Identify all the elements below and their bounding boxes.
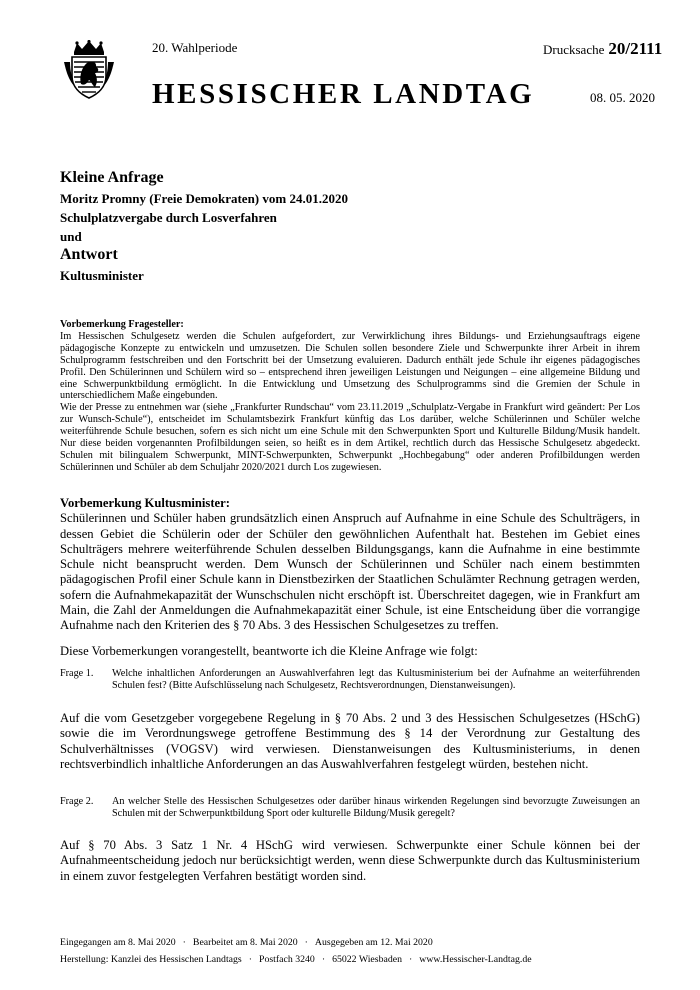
title-und: und <box>60 229 82 244</box>
frage-1 <box>60 668 640 692</box>
title-author: Moritz Promny (Freie Demokraten) vom 24.01.2020 <box>60 191 348 206</box>
antwort-2: Auf § 70 Abs. 3 Satz 1 Nr. 4 HSchG wird verwiesen. Schwerpunkte einer Schule können bei der Aufnahmeentscheidung jedoch nur berücksichtigt werden, wenn diese Schwerpunkte durch das Kultusministerium in einem zuvor festgelegten Verfahren bestätigt worden sind. <box>60 838 640 883</box>
title-kleine-anfrage: Kleine Anfrage <box>60 169 164 186</box>
drucksache-number <box>543 39 662 59</box>
frage-2 <box>60 796 640 820</box>
vorbemerkung-fragesteller-heading: Vorbemerkung Fragesteller: <box>60 319 184 330</box>
frage-1-text: Welche inhaltlichen Anforderungen an Auswahlverfahren legt das Kultusministerium bei der Aufnahme an weiterführenden Schulen fest? (Bitte Aufschlüsselung nach Schulgesetz, Rechtsverordnungen, Dienstanweisungen). <box>112 668 640 691</box>
frage-2-text: An welcher Stelle des Hessischen Schulgesetzes oder darüber hinaus wirkenden Regelungen sind bevorzugte Zuweisungen an Schulen mit der Schwerpunktbildung Sport oder kulturelle Bildung/Musik geregelt? <box>112 796 640 819</box>
drucksache-label: Drucksache <box>543 42 605 57</box>
hessen-coat-of-arms-logo <box>62 40 116 100</box>
antwort-1: Auf die vom Gesetzgeber vorgegebene Regelung in § 70 Abs. 2 und 3 des Hessischen Schulgesetzes (HSchG) sowie die im Verordnungswege getroffene Bestimmung des § 14 der Verordnung zur Gestaltung des Schulverhältnisses (VOGSV) wird verwiesen. Dienstanweisungen des Kultusministeriums, in denen rechtsverbindlich inhaltliche Anforderungen an das Auswahlverfahren festgelegt würden, bestehen nicht. <box>60 711 640 771</box>
drucksache-id: 20/2111 <box>608 39 663 58</box>
title-topic: Schulplatzvergabe durch Losverfahren <box>60 210 277 225</box>
footer-eingegangen: Eingegangen am 8. Mai 2020 <box>60 937 176 948</box>
footer-herstellung: Herstellung: Kanzlei des Hessischen Landtags <box>60 954 242 965</box>
title-antwort: Antwort <box>60 246 118 263</box>
vorbemerkung-minister-text: Schülerinnen und Schüler haben grundsätzlich einen Anspruch auf Aufnahme in eine Schule des Schulträgers, in dessen Gebiet die Schülerin oder der Schüler den gewöhnlichen Aufenthalt hat. Bestehen im Gebiet eines Schulträgers mehrere weiterführende Schulen desselben Bildungsgangs, kann die Aufnahme in eine bestimmte Schule nicht beansprucht werden. Dem Wunsch der Schülerinnen und Schüler nach einem bestimmten pädagogischen Profil einer Schule kann in Dienstbezirken der Staatlichen Schulämter Rechnung getragen werden, sofern die Aufnahmekapazität der Wunschschulen nicht erschöpft ist. Überschreitet dagegen, wie in Frankfurt am Main, die Zahl der Anmeldungen die Aufnahmekapazität einer Schule, ist eine Entscheidung über die vorrangige Aufnahme nach den Kriterien des § 70 Abs. 3 des Hessischen Schulgesetzes zu treffen. <box>60 511 640 633</box>
footer-separator: · <box>408 954 413 965</box>
footer-separator: · <box>321 954 326 965</box>
wahlperiode-label: 20. Wahlperiode <box>152 40 238 55</box>
footer-separator: · <box>182 937 186 948</box>
document-date: 08. 05. 2020 <box>590 90 655 105</box>
vorbemerkung-fragesteller-p1: Im Hessischen Schulgesetz werden die Schulen aufgefordert, zur Verwirklichung ihres Bildungs- und Erziehungsauftrags eigene pädagogische Konzepte zu entwickeln und umzusetzen. Die Schulen sollen besondere Ziele und Schwerpunkte ihrer Arbeit in ihrem Schulprogramm festschreiben und den Fortschritt bei der Umsetzung evaluieren. Dadurch enthält jede Schule ihr eigenes pädagogisches Profil. Den Schülerinnen und Schülern wird so – entsprechend ihren jeweiligen Leistungen und Neigungen – eine allgemeine Bildung und eine Schwerpunktbildung ermöglicht. In die Entwicklung und Umsetzung des Schulprogramms sind die Gremien der Schule in unterschiedlichem Maße eingebunden. <box>60 330 640 402</box>
frage-2-number: Frage 2. <box>60 796 94 807</box>
footer-separator: · <box>304 937 308 948</box>
footer-dates <box>60 937 433 948</box>
vorbemerkung-fragesteller <box>60 319 640 474</box>
vorbemerkung-fragesteller-p2: Wie der Presse zu entnehmen war (siehe „Frankfurter Rundschau“ vom 23.11.2019 „Schulplatz-Vergabe in Frankfurt wird geändert: Per Los zur Wunsch-Schule“), entscheidet im Schulamtsbezirk Frankfurt künftig das Los darüber, welche Schülerinnen und Schüler welche weiterführende Schule besuchen, sofern es sich nicht um eine Schule mit den Schwerpunkten Sport und Kulturelle Bildung/Musik handelt. Nur diese beiden vorgenannten Profilbildungen seien, so heißt es in dem Artikel, rechtlich durch das Hessische Schulgesetz abgedeckt. Schulen mit bilingualem Schwerpunkt, MINT-Schwerpunkten, Schwerpunkt „Hochbegabung“ oder anderen Profilbildungen werden Schülerinnen und Schüler ab dem Schuljahr 2020/2021 durch Los zugewiesen. <box>60 402 640 473</box>
vorbemerkung-minister-heading: Vorbemerkung Kultusminister: <box>60 496 230 510</box>
vorbemerkung-minister <box>60 496 640 659</box>
footer-separator: · <box>248 954 253 965</box>
intro-sentence: Diese Vorbemerkungen vorangestellt, beantworte ich die Kleine Anfrage wie folgt: <box>60 643 478 658</box>
footer-postfach: Postfach 3240 <box>259 954 315 965</box>
footer-imprint <box>60 954 532 965</box>
footer-website-link[interactable]: www.Hessischer-Landtag.de <box>419 954 532 965</box>
parliament-name: HESSISCHER LANDTAG <box>152 78 535 110</box>
title-minister: Kultusminister <box>60 268 144 283</box>
footer-ausgegeben: Ausgegeben am 12. Mai 2020 <box>314 937 433 948</box>
frage-1-number: Frage 1. <box>60 668 94 679</box>
footer-ort: 65022 Wiesbaden <box>332 954 402 965</box>
footer-bearbeitet: Bearbeitet am 8. Mai 2020 <box>192 937 298 948</box>
